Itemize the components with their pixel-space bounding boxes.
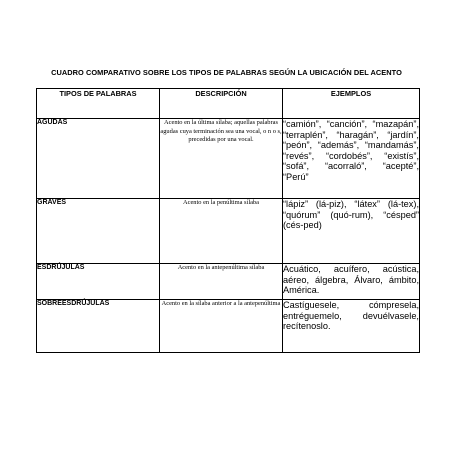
table-row xyxy=(37,119,420,199)
table-row xyxy=(37,264,420,300)
row-type: GRAVES xyxy=(37,199,160,264)
row-type: AGUDAS xyxy=(37,119,160,199)
row-examples: Acuático, acuífero, acústica, aéreo, álgebra, Álvaro, ámbito, América. xyxy=(283,264,420,300)
row-description: Acento en la antepenúltima sílaba xyxy=(160,264,283,300)
row-examples: Castíguesele, cómpresela, entréguemelo, devuélvasele, recítenoslo. xyxy=(283,300,420,353)
row-examples: “lápiz” (lá-piz), “látex” (lá-tex), “quórum” (quó-rum), “césped” (cés-ped) xyxy=(283,199,420,264)
comparison-table xyxy=(36,88,420,353)
table-row xyxy=(37,300,420,353)
row-description: Acento en la penúltima sílaba xyxy=(160,199,283,264)
row-description: Acento en la sílaba anterior a la antepenúltima xyxy=(160,300,283,353)
table-row xyxy=(37,199,420,264)
header-types: TIPOS DE PALABRAS xyxy=(37,89,160,119)
document-title: CUADRO COMPARATIVO SOBRE LOS TIPOS DE PALABRAS SEGÚN LA UBICACIÓN DEL ACENTO xyxy=(51,68,402,77)
header-description: DESCRIPCIÓN xyxy=(160,89,283,119)
row-type: ESDRÚJULAS xyxy=(37,264,160,300)
table-header-row xyxy=(37,89,420,119)
row-description: Acento en la última sílaba; aquellas palabras agudas cuya terminación sea una vocal, o n o s, precedidas por una vocal. xyxy=(160,119,283,199)
header-examples: EJEMPLOS xyxy=(283,89,420,119)
row-examples: “camión”, “canción”, “mazapán”, “terraplén”, “haragán”, “jardín”, “peón”, “además”, “mandamás”, “revés”, “cordobés”, “existís”, “sofá”, “acorraló”, “acepté”, “Perú” xyxy=(283,119,420,199)
row-type: SOBREESDRÚJULAS xyxy=(37,300,160,353)
